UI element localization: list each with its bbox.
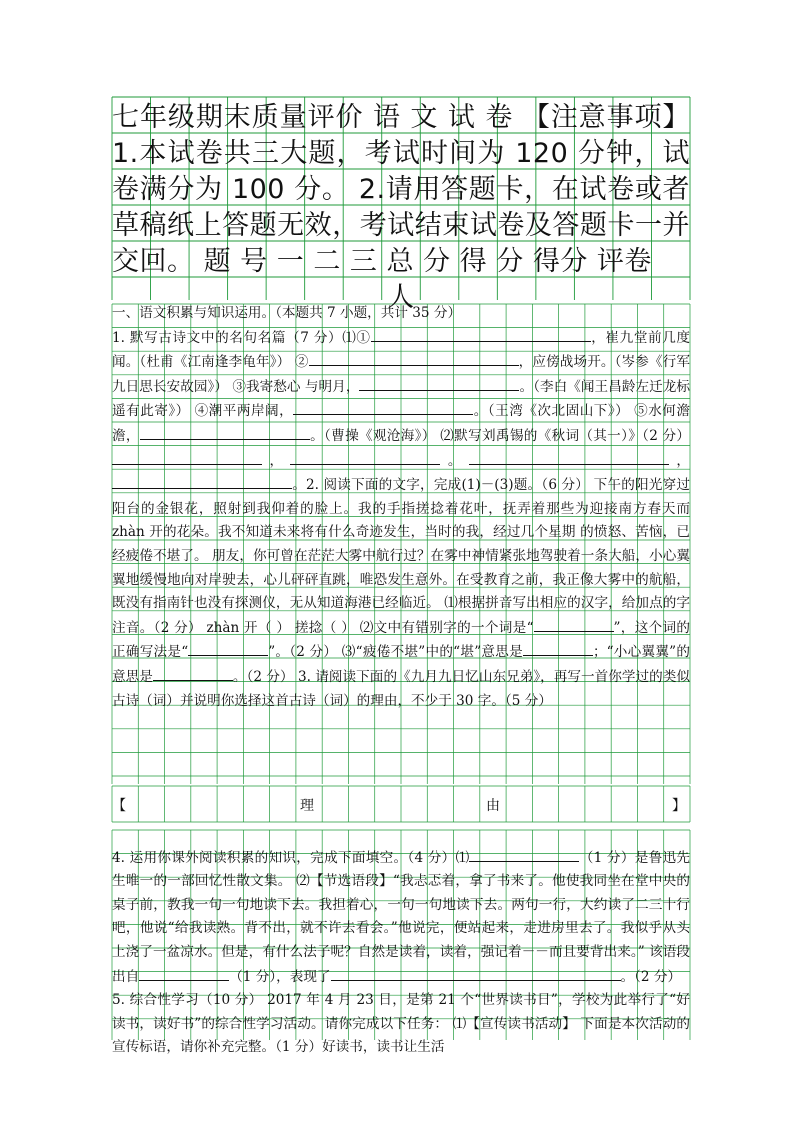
right-bracket: 】: [672, 798, 686, 814]
answer-blank[interactable]: [153, 665, 233, 681]
answer-blank[interactable]: [331, 965, 621, 981]
answer-blank[interactable]: [293, 399, 473, 415]
title-tail: 人: [387, 282, 415, 313]
answer-blank[interactable]: [188, 640, 268, 656]
question-1-text: 1. 默写古诗文中的名句名篇（7 分）⑴①: [112, 329, 371, 346]
answer-blank[interactable]: [112, 449, 262, 465]
reason-char-li: 理: [300, 798, 314, 814]
section-heading: 一、语文积累与知识运用。（本题共 7 小题，共计 35 分）: [112, 305, 462, 321]
answer-blank[interactable]: [140, 424, 310, 440]
question-4-text: 4. 运用你课外阅读积累的知识，完成下面填空。（4 分）⑴: [112, 849, 470, 866]
question-3-text: 。（2 分） 3. 请阅读下面的《九月九日忆山东兄弟》，再写一首你学过的类似古诗（词）并说明你选择这首古诗（词）的理由，不少于 30 字。（5 分）: [112, 668, 691, 709]
answer-blank[interactable]: [469, 846, 579, 862]
left-bracket: 【: [112, 798, 126, 814]
reason-row: [112, 795, 690, 815]
answer-blank[interactable]: [112, 473, 292, 489]
answer-blank[interactable]: [534, 616, 614, 632]
reason-char-you: 由: [486, 798, 500, 814]
question-2-text: 。2. 阅读下面的文字，完成(1)－(3)题。（6 分） 下午的阳光穿过阳台的金银花，照射到我仰着的脸上。我的手指搓捻着花叶，抚弄着那些为迎接南方春天而 zhàn 开的花朵。我不知道未来将有什么奇迹发生，当时的我，经过几个星期 的愤怒、苦恼，已经疲倦不堪了。 朋友，你可曾在茫茫大雾中航行过？在雾中神情紧张地驾驶着一条大船，小心翼翼地缓慢地向对岸驶去，心儿砰砰直跳，唯恐发生意外。在受教育之前，我正像大雾中的航船，既没有指南针也没有探测仪，无从知道海港已经临近。 ⑴根据拼音写出相应的汉字，给加点的字注音。（2 分） zhàn 开（ ） 搓捻（ ） ⑵文中有错别字的一个词是“: [112, 477, 690, 636]
exam-title-and-notice: [112, 100, 690, 316]
answer-blank[interactable]: [469, 449, 669, 465]
answer-blank[interactable]: [290, 449, 440, 465]
question-5-text: 5. 综合性学习（10 分） 2017 年 4 月 23 日，是第 21 个“世界读书日”，学校为此举行了“好读书，读好书”的综合性学习活动。请你完成以下任务： ⑴【宣传读书活动】 下面是本次活动的宣传标语，请你补充完整。（1 分）好读书，读书让生活: [112, 992, 690, 1056]
answer-blank[interactable]: [371, 326, 591, 342]
answer-blank[interactable]: [523, 640, 593, 656]
section-lower: 4. 运用你课外阅读积累的知识，完成下面填空。（4 分）⑴ （1 分）是鲁迅先生唯一的一部回忆性散文集。 ⑵【节选语段】“我忐忑着，拿了书来了。他使我同坐在堂中央的桌子前，教我一句一句地读下去。我担着心，一句一句地读下去。两句一行，大约读了二三十行吧，他说“给我读熟。背不出，就不许去看会。”他说完，便站起来，走进房里去了。我似乎从头上浇了一盆凉水。但是，有什么法子呢？自然是读着，读着，强记着－－而且要背出来。” 该语段出自 （1 分），表现了 。（2 分） 5. 综合性学习（10 分） 2017 年 4 月 23 日，是第 21 个“世界读书日”，学校为此举行了“好读书，读好书”的综合性学习活动。请你完成以下任务： ⑴【宣传读书活动】 下面是本次活动的宣传标语，请你补充完整。（1 分）好读书，读书让生活: [112, 832, 690, 1074]
answer-blank[interactable]: [359, 375, 519, 391]
title-text: 七年级期末质量评价 语 文 试 卷 【注意事项】1.本试卷共三大题，考试时间为 120 分钟，试卷满分为 100 分。 2.请用答题卡，在试卷或者草稿纸上答题无效，考试结束试卷及答题卡一并交回。 题 号 一 二 三 总 分 得 分 得分 评卷: [112, 102, 690, 277]
section-one: 一、语文积累与知识运用。（本题共 7 小题，共计 35 分） 1. 默写古诗文中的名句名篇（7 分）⑴① ，崔九堂前几度闻。（杜甫《江南逢李龟年》） ② ，应傍战场开。（岑参《行军九日思长安故园》） ③我寄愁心 与明月， 。（李白《闻王昌龄左迁龙标遥有此寄》） ④潮平两岸阔， 。（王湾《次北固山下》） ⑤水何澹澹， 。（曹操《观沧海》） ⑵默写刘禹锡的《秋词（其一）》（2 分）， 。 ，。2. 阅读下面的文字，完成(1)－(3)题。（6 分） 下午的阳光穿过阳台的金银花，照射到我仰着的脸上。我的手指搓捻着花叶，抚弄着那些为迎接南方春天而 zhàn 开的花朵。我不知道未来将有什么奇迹发生，当时的我，经过几个星期 的愤怒、苦恼，已经疲倦不堪了。 朋友，你可曾在茫茫大雾中航行过？在雾中神情紧张地驾驶着一条大船，小心翼翼地缓慢地向对岸驶去，心儿砰砰直跳，唯恐发生意外。在受教育之前，我正像大雾中的航船，既没有指南针也没有探测仪，无从知道海港已经临近。 ⑴根据拼音写出相应的汉字，给加点的字注音。（2 分） zhàn 开（ ） 搓捻（ ） ⑵文中有错别字的一个词是“ ”，这个词的正确写法是“ ”。（2 分） ⑶“疲倦不堪”中的“堪”意思是 ；“小心翼翼”的意思是 。（2 分） 3. 请阅读下面的《九月九日忆山东兄弟》，再写一首你学过的类似古诗（词）并说明你选择这首古诗（词）的理由，不少于 30 字。（5 分）: [112, 305, 691, 709]
answer-blank[interactable]: [309, 350, 519, 366]
answer-blank[interactable]: [139, 965, 229, 981]
